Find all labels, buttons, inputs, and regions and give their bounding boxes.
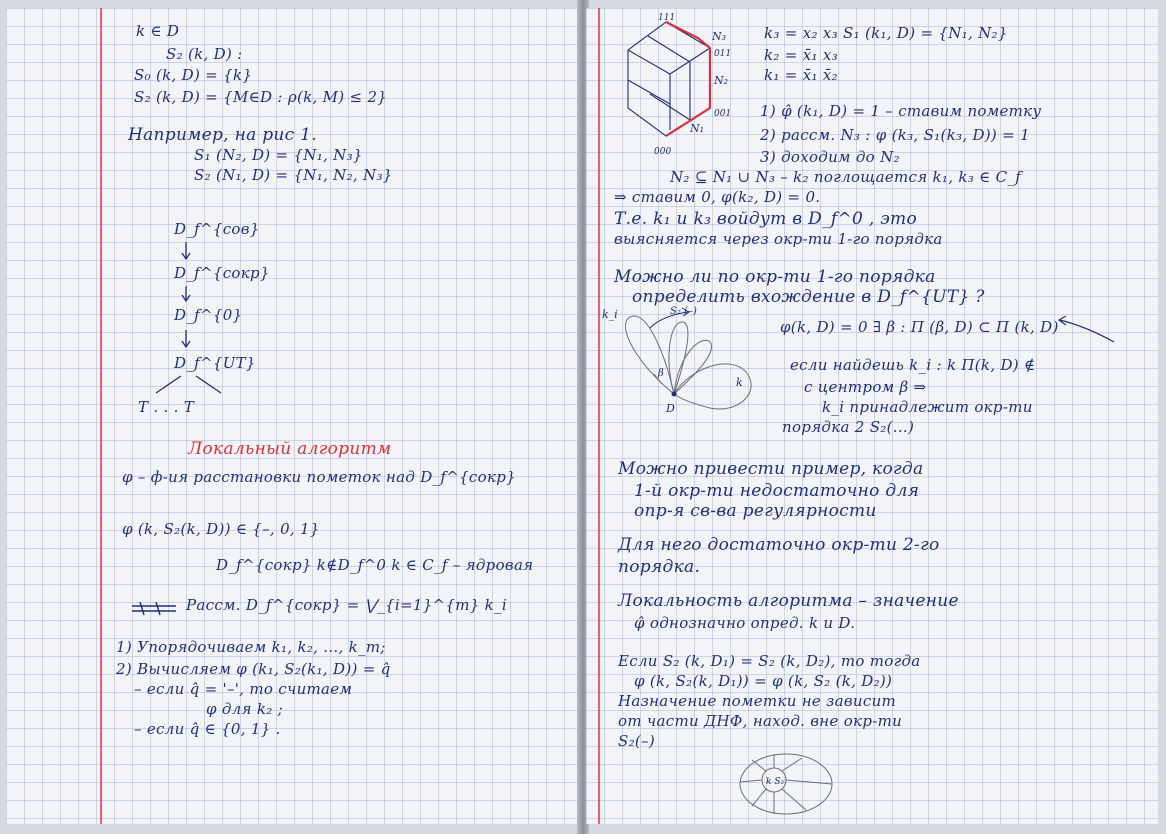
petal-label-beta: β: [658, 368, 664, 379]
right-line-22: порядка.: [618, 557, 701, 577]
right-line-10: выясняется через окр-ти 1-го порядка: [614, 230, 943, 248]
left-line-5: Например, на рис 1.: [128, 125, 317, 145]
left-line-6: S₁ (N₂, D) = {N₁, N₃}: [194, 146, 363, 164]
right-line-29: S₂(–): [618, 732, 655, 750]
left-page: [6, 8, 580, 824]
right-line-13: φ(k, D) = 0 ∃ β : Π (β, D) ⊂ Π (k, D): [780, 318, 1059, 336]
left-line-13: Локальный алгоритм: [188, 439, 392, 459]
left-margin-line: [100, 8, 102, 824]
right-line-16: k_i принадлежит окр-ти: [822, 398, 1033, 416]
petal-label-d: D: [666, 402, 675, 415]
left-line-1: k ∈ D: [136, 22, 180, 40]
right-line-14: если найдешь k_i : k Π(k, D) ∉: [790, 356, 1036, 374]
right-line-1: k₃ = x₂ x₃ S₁ (k₁, D) = {N₁, N₂}: [764, 24, 1008, 42]
left-line-8: D_f^{сов}: [174, 220, 260, 238]
petal-label-k: k: [736, 376, 743, 389]
left-line-10: D_f^{0}: [174, 306, 243, 324]
cube-label-011: 011: [714, 49, 732, 59]
right-line-27: Назначение пометки не зависит: [618, 692, 897, 710]
left-line-11: D_f^{UT}: [174, 354, 256, 372]
right-line-6: 3) доходим до N₂: [760, 148, 900, 166]
right-line-28: от части ДНФ, наход. вне окр-ти: [618, 712, 903, 730]
hierarchy-arrows: [126, 238, 266, 408]
right-line-2: k₂ = x̄₁ x₃: [764, 46, 838, 64]
left-line-16: D_f^{сокр} k∉D_f^0 k ∈ C_f – ядровая: [216, 556, 534, 574]
oval-diagram: [736, 750, 846, 820]
cube-diagram: [614, 8, 774, 158]
cube-label-000: 000: [654, 147, 672, 157]
cube-label-n2: N₂: [714, 74, 729, 87]
right-line-18: Можно привести пример, когда: [618, 459, 924, 479]
right-line-7: N₂ ⊆ N₁ ∪ N₃ – k₂ поглощается k₁, k₃ ∈ C_f: [670, 168, 1022, 186]
right-line-17: порядка 2 S₂(...): [782, 418, 915, 436]
right-line-3: k₁ = x̄₁ x̄₂: [764, 66, 838, 84]
struck-mark: [130, 602, 180, 616]
left-line-18: 1) Упорядочиваем k₁, k₂, ..., k_m;: [116, 638, 386, 656]
petal-diagram: [590, 298, 790, 448]
left-line-22: – если q̂ ∈ {0, 1} .: [134, 720, 281, 738]
right-line-26: φ (k, S₂(k, D₁)) = φ (k, S₂ (k, D₂)): [634, 672, 893, 690]
right-line-19: 1-й окр-ти недостаточно для: [634, 481, 920, 501]
left-line-2: S₂ (k, D) :: [166, 45, 243, 63]
left-line-14: φ – ф-ия расстановки пометок над D_f^{сокр}: [122, 468, 516, 486]
right-line-12: определить вхождение в D_f^{UT} ?: [632, 287, 985, 307]
right-line-24: φ̂ однозначно опред. k и D.: [634, 614, 856, 632]
cube-label-111: 111: [658, 13, 676, 23]
cube-label-n1: N₁: [690, 122, 705, 135]
right-line-5: 2) рассм. N₃ : φ (k₃, S₁(k₃, D)) = 1: [760, 126, 1030, 144]
right-line-9: Т.е. k₁ и k₃ войдут в D_f^0 , это: [614, 209, 918, 229]
left-line-21: φ для k₂ ;: [206, 700, 283, 718]
right-line-21: Для него достаточно окр-ти 2-го: [618, 535, 940, 555]
cube-label-001: 001: [714, 109, 732, 119]
left-line-3: S₀ (k, D) = {k}: [134, 66, 253, 84]
right-line-20: опр-я св-ва регулярности: [634, 501, 877, 521]
petal-label-ki: k_i: [602, 308, 618, 321]
oval-label: k S₂: [766, 777, 785, 787]
cube-label-n3: N₃: [712, 30, 727, 43]
left-line-4: S₂ (k, D) = {M∈D : ρ(k, M) ≤ 2}: [134, 88, 388, 106]
left-line-9: D_f^{сокр}: [174, 264, 270, 282]
left-line-17: Рассм. D_f^{сокр} = ⋁_{i=1}^{m} k_i: [186, 596, 507, 614]
right-page: [586, 8, 1158, 824]
right-line-25: Если S₂ (k, D₁) = S₂ (k, D₂), то тогда: [618, 652, 921, 670]
arrow-mark: [1056, 314, 1116, 344]
right-line-15: с центром β ⇒: [804, 378, 927, 396]
petal-label-s2: S₂ (–): [670, 306, 697, 317]
right-line-4: 1) φ̂ (k₁, D) = 1 – ставим пометку: [760, 102, 1042, 120]
left-line-19: 2) Вычисляем φ (k₁, S₂(k₁, D)) = q̂: [116, 660, 391, 678]
right-line-11: Можно ли по окр-ти 1-го порядка: [614, 267, 936, 287]
right-line-23: Локальность алгоритма – значение: [618, 591, 959, 611]
left-line-7: S₂ (N₁, D) = {N₁, N₂, N₃}: [194, 166, 393, 184]
left-line-20: – если q̂ = '–', то считаем: [134, 680, 353, 698]
left-line-12: T . . . T: [138, 398, 195, 416]
left-line-15: φ (k, S₂(k, D)) ∈ {–, 0, 1}: [122, 520, 320, 538]
right-line-8: ⇒ ставим 0, φ(k₂, D) = 0.: [614, 188, 821, 206]
